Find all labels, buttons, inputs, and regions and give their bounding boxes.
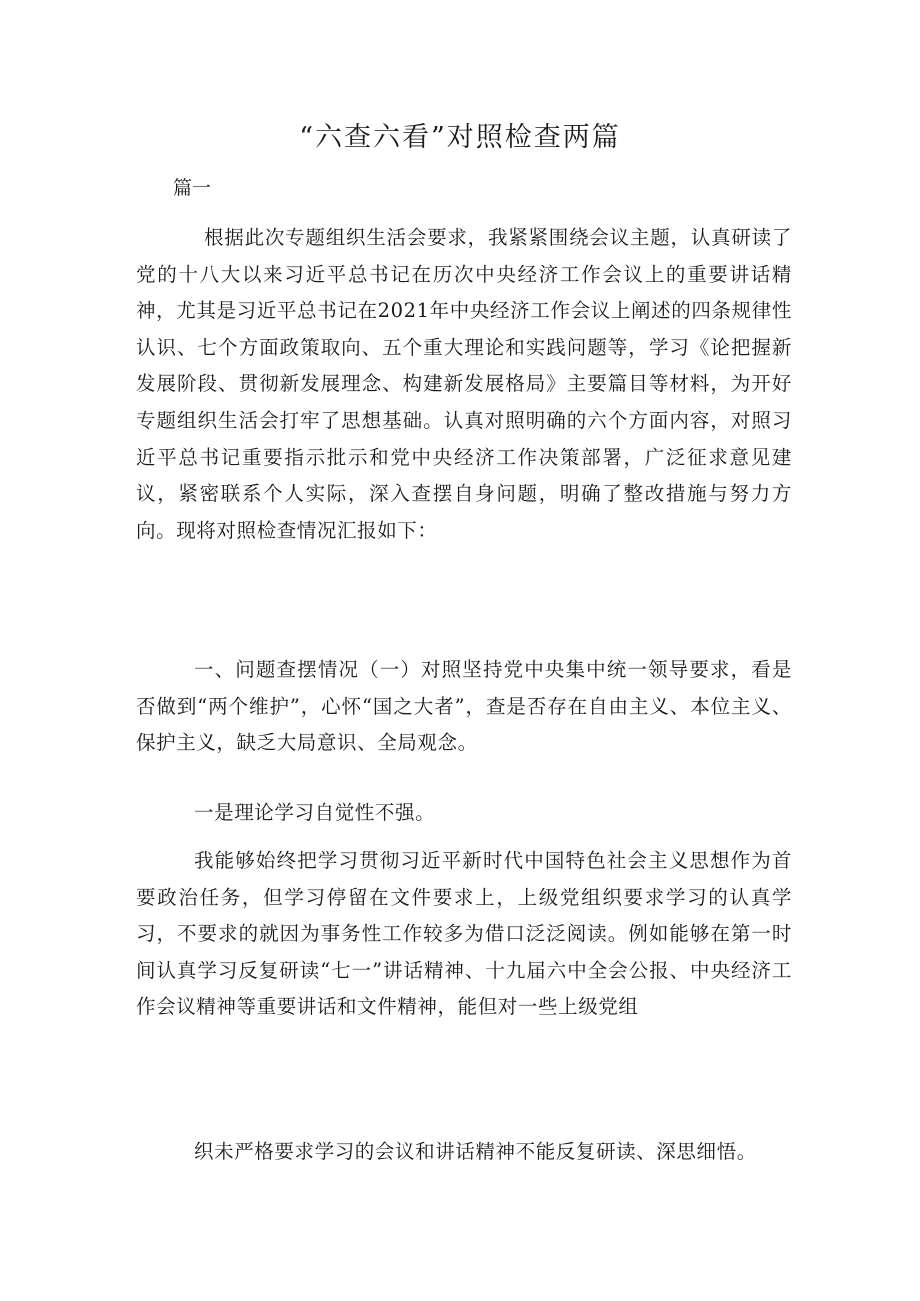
- document-title: “六查六看”对照检查两篇: [299, 122, 621, 153]
- section-label: 篇一: [173, 177, 212, 199]
- paragraph-point-one-detail: 我能够始终把学习贯彻习近平新时代中国特色社会主义思想作为首要政治任务，但学习停留在文件要求上，上级党组织要求学习的认真学习，不要求的就因为事务性工作较多为借口泛泛阅读。例如能够在第一时间认真学习反复研读“七一”讲话精神、十九届六中全会公报、中央经济工作会议精神等重要讲话和文件精神，能但对一些上级党组: [136, 849, 792, 1019]
- paragraph-continuation: 织未严格要求学习的会议和讲话精神不能反复研读、深思细悟。: [194, 1140, 757, 1163]
- paragraph-problem-heading: 一、问题查摆情况（一）对照坚持党中央集中统一领导要求，看是否做到“两个维护”，心怀“国之大者”，查是否存在自由主义、本位主义、保护主义，缺乏大局意识、全局观念。: [136, 658, 792, 755]
- paragraph-intro: 根据此次专题组织生活会要求，我紧紧围绕会议主题，认真研读了党的十八大以来习近平总书记在历次中央经济工作会议上的重要讲话精神，尤其是习近平总书记在2021年中央经济工作会议上阐述的四条规律性认识、七个方面政策取向、五个重大理论和实践问题等，学习《论把握新发展阶段、贯彻新发展理念、构建新发展格局》主要篇目等材料，为开好专题组织生活会打牢了思想基础。认真对照明确的六个方面内容，对照习近平总书记重要指示批示和党中央经济工作决策部署，广泛征求意见建议，紧密联系个人实际，深入查摆自身问题，明确了整改措施与努力方向。现将对照检查情况汇报如下：: [136, 226, 792, 542]
- paragraph-point-one: 一是理论学习自觉性不强。: [194, 801, 436, 824]
